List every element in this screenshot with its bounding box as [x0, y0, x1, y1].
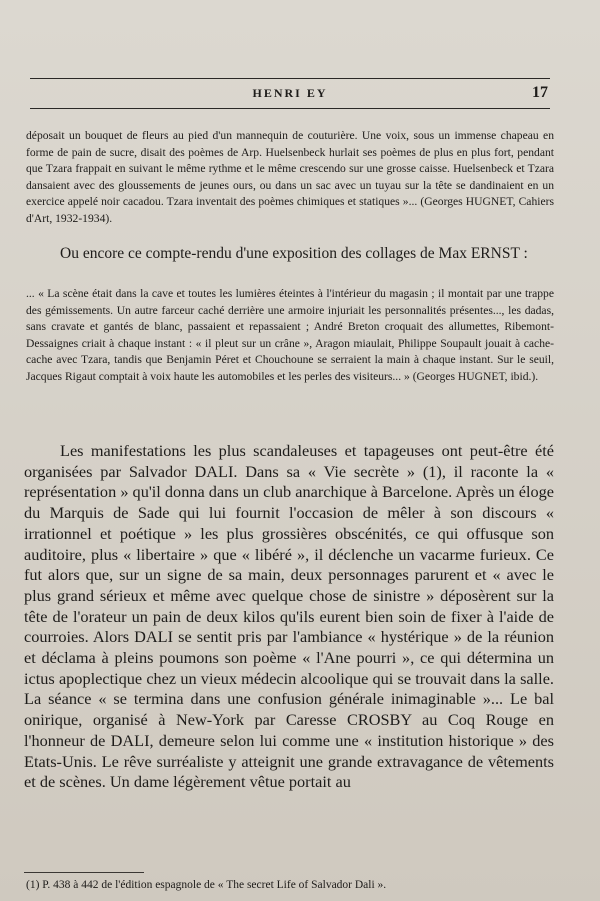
- footnote-divider: [24, 872, 144, 873]
- page-header: [30, 78, 550, 112]
- header-rule-bottom: [30, 108, 550, 109]
- quote-paragraph-ernst: ... « La scène était dans la cave et toutes les lumières éteintes à l'intérieur du magasin ; il montait par une trappe des gémissements. Un autre farceur caché derrière une armoire injuriait les personnalités présentes..., les dadas, sans cravate et gantés de blanc, passaient et repassaient ; André Breton croquait des allumettes, Ribemont-Dessaignes criait à chaque instant : « il pleut sur un crâne », Aragon miaulait, Philippe Soupault jouait à cache-cache avec Tzara, tandis que Benjamin Péret et Chouchoune se serraient la main à chaque instant. Sur le seuil, Jacques Rigaut comptait à voix haute les automobiles et les perles des visiteurs... » (Georges HUGNET, ibid.).: [26, 287, 554, 383]
- header-rule-top: [30, 78, 550, 79]
- intro-paragraph: Ou encore ce compte-rendu d'une exposition des collages de Max ERNST :: [60, 245, 528, 262]
- body-paragraph: Les manifestations les plus scandaleuses et tapageuses ont peut-être été organisées par Salvador DALI. Dans sa « Vie secrète » (1), il raconte la « représentation » qu'il donna dans un club anarchique à Barcelone. Après un éloge du Marquis de Sade qui lui fournit l'occasion de mêler à son discours « irrationnel et poétique » les plus grossières obscénités, ce qui offusque son auditoire, plus « libertaire » que « libéré », il déclenche un vacarme furieux. Ce fut alors que, sur un signe de sa main, deux personnages parurent et « avec le plus grand sérieux et même avec quelque chose de sinistre » déposèrent sur la tête de l'orateur un pain de deux kilos qu'ils eurent bien soin de fixer à l'aide de courroies. Alors DALI se sentit pris par l'ambiance « hystérique » de la réunion et déclama à pleins poumons son poème « l'Ane pourri », ce qui détermina un ictus apoplectique chez un vieux médecin alcoolique qui se trouvait dans la salle. La séance « se termina dans une confusion générale inimaginable »... Le bal onirique, organisé à New-York par Caresse CROSBY au Coq Rouge en l'honneur de DALI, demeure selon lui comme une « institution historique » des Etats-Unis. Le rêve surréaliste y atteignit une grande extravagance de vêtements et de scènes. Un dame légèrement vêtue portait au: [24, 441, 554, 792]
- page-number: 17: [532, 84, 548, 101]
- footnote: (1) P. 438 à 442 de l'édition espagnole de « The secret Life of Salvador Dali ».: [26, 879, 387, 891]
- quote-paragraph-dada: déposait un bouquet de fleurs au pied d'un mannequin de couturière. Une voix, sous un immense chapeau en forme de pain de sucre, disait des poèmes de Arp. Huelsenbeck hurlait ses poèmes de plus en plus fort, pendant que Tzara frappait en suivant le même rythme et le même crescendo sur une grosse caisse. Huelsenbeck et Tzara dansaient avec des gloussements de jeunes ours, ou dans un sac avec un tuyau sur la tête se dandinaient en un exercice appelé noir cacadou. Tzara inventait des poèmes chimiques et statiques »... (Georges HUGNET, Cahiers d'Art, 1932-1934).: [26, 129, 554, 225]
- running-head: HENRI EY: [252, 86, 328, 100]
